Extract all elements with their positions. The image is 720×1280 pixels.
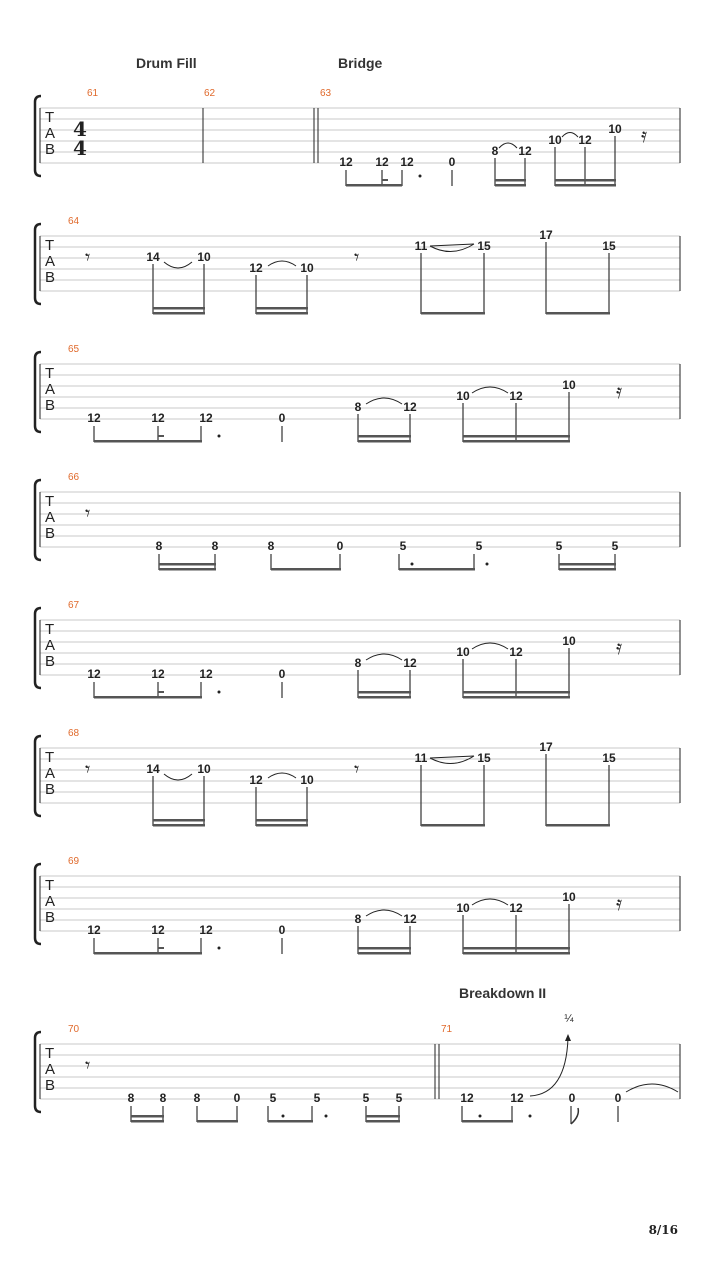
fret-number: 12: [460, 1091, 474, 1105]
fret-number: 12: [509, 901, 523, 915]
tab-letter-a: A: [45, 125, 56, 142]
fret-number: 12: [339, 155, 353, 169]
fret-number: 0: [233, 1091, 241, 1105]
tab-letter-b: B: [45, 141, 56, 158]
fret-number: 12: [375, 155, 389, 169]
fret-number: 12: [578, 133, 592, 147]
rest-glyph: 𝄾: [85, 503, 91, 525]
fret-number: 11: [414, 239, 428, 253]
rest-glyph: 𝄾: [354, 759, 360, 781]
fret-number: 10: [197, 250, 211, 264]
fret-number: 12: [199, 923, 213, 937]
tab-system: [35, 1013, 680, 1124]
fret-number: 15: [477, 751, 491, 765]
section-label-breakdown-ii: Breakdown II: [459, 985, 547, 1001]
measure-number: 67: [68, 600, 80, 611]
fret-number: 0: [448, 155, 456, 169]
fret-number: 8: [267, 539, 275, 553]
fret-number: 17: [539, 228, 553, 242]
fret-number: 8: [159, 1091, 167, 1105]
fret-number: 10: [300, 261, 314, 275]
tab-letter-t: T: [45, 749, 55, 766]
tab-system: [35, 344, 680, 443]
rest-glyph: 𝄾: [354, 247, 360, 269]
tab-letter-a: A: [45, 765, 56, 782]
fret-number: 5: [399, 539, 407, 553]
fret-number: 0: [336, 539, 344, 553]
tab-letter-t: T: [45, 365, 55, 382]
time-signature-numerator: 4: [73, 117, 87, 141]
fret-number: 8: [354, 400, 362, 414]
fret-number: 12: [87, 411, 101, 425]
tab-letter-a: A: [45, 509, 56, 526]
tab-system: [35, 600, 680, 699]
tab-system: [35, 728, 680, 827]
fret-number: 10: [562, 890, 576, 904]
measure-number: 69: [68, 856, 80, 867]
tab-letter-a: A: [45, 1061, 56, 1078]
fret-number: 8: [354, 656, 362, 670]
fret-number: 0: [614, 1091, 622, 1105]
measure-number: 61: [87, 88, 99, 99]
fret-number: 8: [127, 1091, 135, 1105]
fret-number: 12: [199, 667, 213, 681]
tab-letter-b: B: [45, 653, 56, 670]
bend-arrow-icon: [565, 1034, 571, 1041]
fret-number: 15: [602, 239, 616, 253]
fret-number: 5: [555, 539, 563, 553]
fret-number: 12: [151, 667, 165, 681]
tab-system: [35, 472, 680, 571]
fret-number: 5: [611, 539, 619, 553]
fret-number: 10: [548, 133, 562, 147]
rest-glyph: 𝄿: [641, 123, 648, 147]
measure-number: 62: [204, 88, 216, 99]
fret-number: 17: [539, 740, 553, 754]
fret-number: 12: [151, 923, 165, 937]
tab-letter-b: B: [45, 1077, 56, 1094]
tab-letter-t: T: [45, 109, 55, 126]
fret-number: 12: [87, 923, 101, 937]
rest-glyph: 𝄾: [85, 247, 91, 269]
fret-number: 8: [354, 912, 362, 926]
fret-number: 12: [87, 667, 101, 681]
fret-number: 5: [395, 1091, 403, 1105]
fret-number: 10: [456, 389, 470, 403]
fret-number: 10: [608, 122, 622, 136]
fret-number: 12: [518, 144, 532, 158]
fret-number: 5: [313, 1091, 321, 1105]
fret-number: 10: [300, 773, 314, 787]
tab-letter-a: A: [45, 253, 56, 270]
page-number: 8/16: [648, 1223, 678, 1237]
measure-number: 64: [68, 216, 80, 227]
fret-number: 12: [403, 656, 417, 670]
tab-system: [35, 216, 680, 315]
tab-system: [35, 88, 680, 187]
beams: [346, 179, 616, 187]
tab-letter-t: T: [45, 877, 55, 894]
fret-number: 0: [278, 923, 286, 937]
rest-glyph: 𝄿: [616, 891, 623, 915]
fret-number: 14: [146, 762, 160, 776]
fret-number: 8: [211, 539, 219, 553]
rest-glyph: 𝄿: [616, 379, 623, 403]
tab-letter-a: A: [45, 381, 56, 398]
fret-number: 5: [362, 1091, 370, 1105]
fret-number: 15: [477, 239, 491, 253]
tab-letter-b: B: [45, 781, 56, 798]
fret-number: 10: [562, 634, 576, 648]
tab-letter-b: B: [45, 525, 56, 542]
fret-number: 5: [269, 1091, 277, 1105]
fret-number: 0: [278, 667, 286, 681]
measure-number: 68: [68, 728, 80, 739]
rest-glyph: 𝄾: [85, 1055, 91, 1077]
measure-number: 65: [68, 344, 80, 355]
fret-number: 15: [602, 751, 616, 765]
tab-letter-t: T: [45, 237, 55, 254]
fret-number: 12: [249, 261, 263, 275]
bend-curve: [530, 1038, 568, 1096]
measure-number: 63: [320, 88, 332, 99]
fret-number: 10: [456, 645, 470, 659]
slur: [562, 133, 578, 138]
section-label-bridge: Bridge: [338, 55, 383, 71]
fret-number: 12: [403, 400, 417, 414]
fret-number: 12: [403, 912, 417, 926]
fret-number: 14: [146, 250, 160, 264]
section-label-drum-fill: Drum Fill: [136, 55, 197, 71]
fret-number: 12: [509, 645, 523, 659]
fret-number: 8: [155, 539, 163, 553]
fret-number: 12: [400, 155, 414, 169]
rest-glyph: 𝄿: [616, 635, 623, 659]
tab-letter-t: T: [45, 1045, 55, 1062]
measure-number: 70: [68, 1024, 80, 1035]
fret-number: 0: [568, 1091, 576, 1105]
rest-glyph: 𝄾: [85, 759, 91, 781]
tab-system: [35, 856, 680, 955]
slur: [499, 143, 517, 148]
fret-number: 12: [510, 1091, 524, 1105]
tab-letter-t: T: [45, 621, 55, 638]
fret-number: 8: [193, 1091, 201, 1105]
tab-letter-t: T: [45, 493, 55, 510]
fret-number: 10: [197, 762, 211, 776]
fret-number: 5: [475, 539, 483, 553]
fret-number: 12: [199, 411, 213, 425]
fret-number: 8: [491, 144, 499, 158]
fret-number: 12: [249, 773, 263, 787]
measure-number: 66: [68, 472, 80, 483]
measure-number: 71: [441, 1024, 453, 1035]
tab-letter-a: A: [45, 893, 56, 910]
tab-letter-b: B: [45, 269, 56, 286]
fret-number: 10: [456, 901, 470, 915]
fret-number: 11: [414, 751, 428, 765]
time-signature-denominator: 4: [73, 136, 87, 160]
fret-number: 0: [278, 411, 286, 425]
fret-number: 12: [151, 411, 165, 425]
tab-letter-a: A: [45, 637, 56, 654]
fret-number: 12: [509, 389, 523, 403]
bend-amount-label: ¼: [564, 1013, 574, 1025]
tab-letter-b: B: [45, 397, 56, 414]
fret-number: 10: [562, 378, 576, 392]
tab-letter-b: B: [45, 909, 56, 926]
